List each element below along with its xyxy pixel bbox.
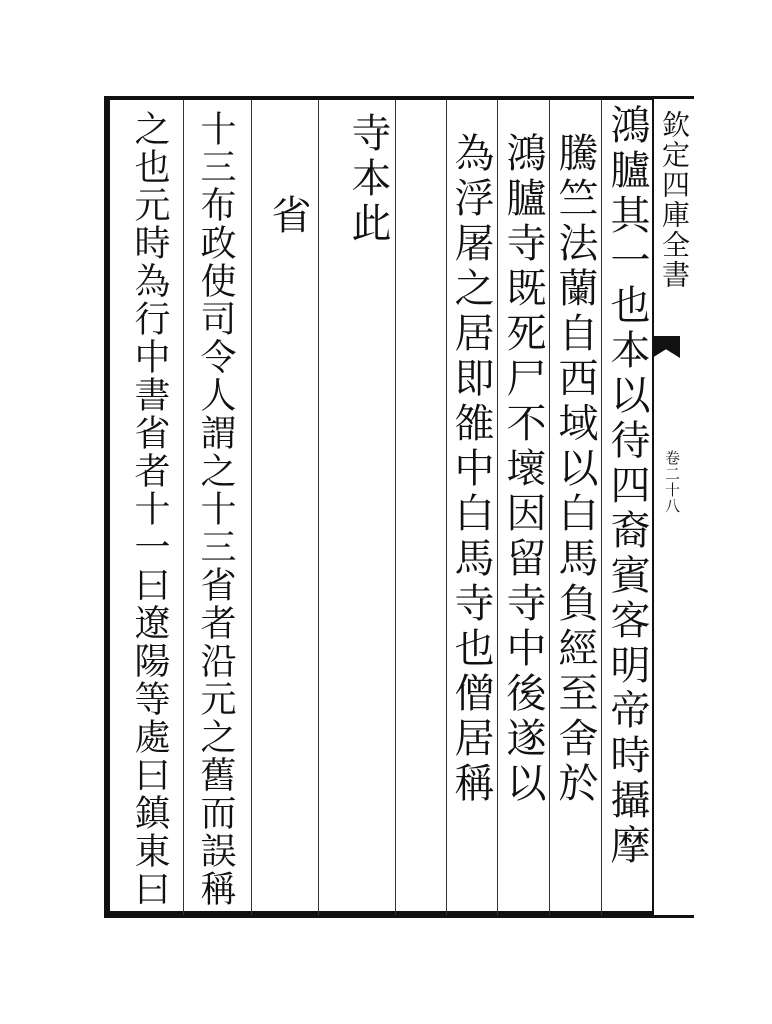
text-column-6: 十三布政使司令人謂之十三省者沿元之舊而誤稱 — [195, 110, 236, 908]
text-column-4: 為浮屠之居即雒中白馬寺也僧居稱 — [448, 132, 494, 807]
column-rule — [601, 100, 602, 915]
text-column-3: 鴻臚寺既死尸不壞因留寺中後遂以 — [500, 132, 546, 807]
column-rule — [395, 100, 396, 915]
text-column-7: 之也元時為行中書省者十一曰遼陽等處曰鎮東曰 — [129, 110, 170, 908]
column-rule — [318, 100, 319, 915]
text-column-1: 鴻臚其一也本以待四裔賓客明帝時攝摩 — [604, 104, 650, 869]
column-rule — [549, 100, 550, 915]
text-column-2: 騰竺法蘭自西域以白馬負經至舍於 — [552, 132, 598, 807]
column-rule — [497, 100, 498, 915]
section-heading: 省 — [265, 194, 311, 239]
volume-label: 卷二十八 — [663, 450, 681, 514]
column-rule — [183, 100, 184, 915]
column-rule — [446, 100, 447, 915]
book-title: 欽定四庫全書 — [658, 110, 691, 290]
column-rule — [251, 100, 252, 915]
text-column-5: 寺本此 — [345, 112, 391, 247]
